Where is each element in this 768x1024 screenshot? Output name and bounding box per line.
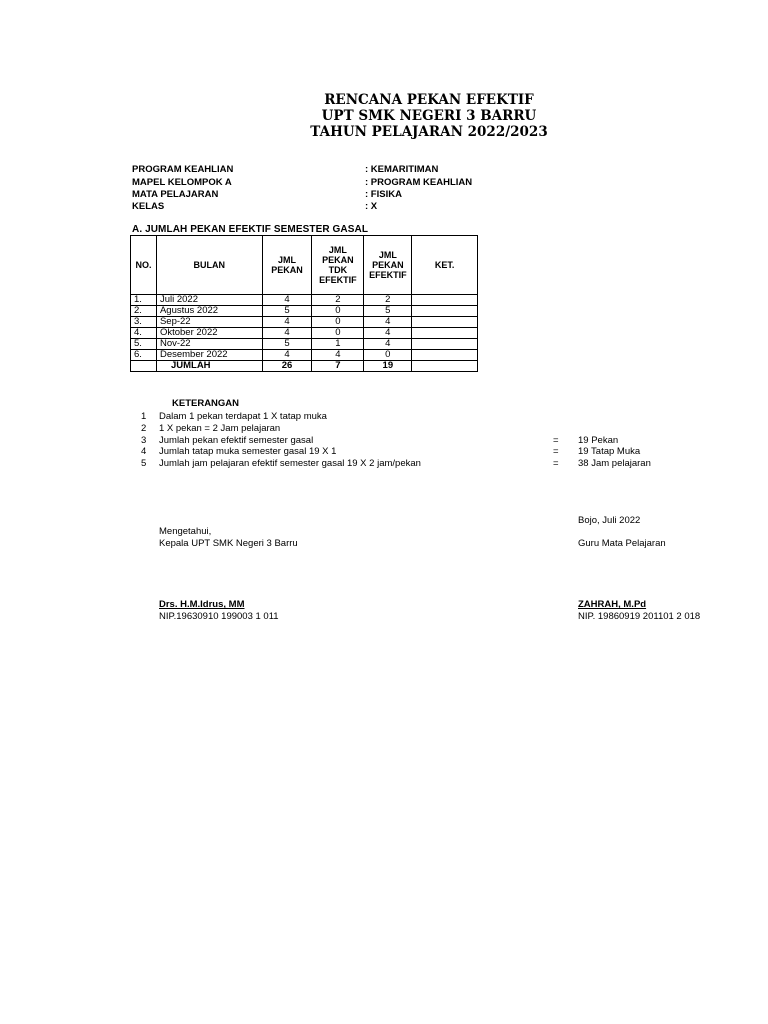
principal-name: Drs. H.M.Idrus, MM [159,599,245,610]
table-row [131,295,478,306]
identity-value: : PROGRAM KEAHLIAN [365,177,473,188]
row-bulan: Agustus 2022 [156,306,262,317]
teacher-nip: NIP. 19860919 201101 2 018 [578,611,701,622]
row-ket [412,339,478,350]
table-row [131,317,478,328]
row-no: 6. [131,350,157,361]
column-header-text: JML PEKAN [271,255,303,275]
identity-value: : X [365,201,378,212]
row-ket [412,317,478,328]
row-ket [412,295,478,306]
total-tdk: 7 [312,361,364,372]
row-tdk: 1 [312,339,364,350]
row-no: 1. [131,295,157,306]
school-name: UPT SMK NEGERI 3 BARRU [321,108,537,124]
keterangan-equals: = [553,458,559,469]
section-title: A. JUMLAH PEKAN EFEKTIF SEMESTER GASAL [132,224,369,235]
keterangan-value: 19 Pekan [578,435,619,446]
total-label: JUMLAH [156,361,262,372]
row-ket [412,350,478,361]
table-header-row [131,236,478,295]
row-tdk: 0 [312,306,364,317]
identity-label: KELAS [132,201,165,212]
row-ket [412,306,478,317]
row-efektif: 4 [364,339,412,350]
column-header: NO. [131,236,157,295]
row-no: 4. [131,328,157,339]
table-row [131,339,478,350]
row-efektif: 0 [364,350,412,361]
table-row [131,306,478,317]
academic-year: TAHUN PELAJARAN 2022/2023 [310,124,548,140]
row-no: 2. [131,306,157,317]
keterangan-text: Dalam 1 pekan terdapat 1 X tatap muka [159,411,327,422]
keterangan-no: 3 [141,435,147,446]
keterangan-text: Jumlah jam pelajaran efektif semester gasal 19 X 2 jam/pekan [159,458,421,469]
row-pekan: 4 [262,328,312,339]
row-no: 5. [131,339,157,350]
column-header: BULAN [156,236,262,295]
row-pekan: 5 [262,306,312,317]
teacher-title: Guru Mata Pelajaran [578,538,666,549]
column-header [262,236,312,295]
acknowledged-label: Mengetahui, [159,526,212,537]
column-header-text: JML PEKAN EFEKTIF [369,250,407,280]
row-efektif: 2 [364,295,412,306]
keterangan-text: Jumlah tatap muka semester gasal 19 X 1 [159,446,337,457]
row-bulan: Sep-22 [156,317,262,328]
row-no: 3. [131,317,157,328]
keterangan-value: 38 Jam pelajaran [578,458,651,469]
teacher-name: ZAHRAH, M.Pd [578,599,647,610]
row-bulan: Desember 2022 [156,350,262,361]
row-pekan: 4 [262,295,312,306]
row-tdk: 4 [312,350,364,361]
identity-value: : FISIKA [365,189,402,200]
total-efektif: 19 [364,361,412,372]
place-date: Bojo, Juli 2022 [578,515,641,526]
identity-label: MATA PELAJARAN [132,189,219,200]
row-pekan: 4 [262,317,312,328]
row-bulan: Oktober 2022 [156,328,262,339]
document-title: RENCANA PEKAN EFEKTIF [324,92,534,108]
row-efektif: 4 [364,328,412,339]
principal-nip: NIP.19630910 199003 1 011 [159,611,279,622]
column-header: KET. [412,236,478,295]
row-bulan: Juli 2022 [156,295,262,306]
keterangan-equals: = [553,435,559,446]
pekan-efektif-table [130,235,478,372]
keterangan-equals: = [553,446,559,457]
row-pekan: 4 [262,350,312,361]
keterangan-no: 5 [141,458,147,469]
row-tdk: 2 [312,295,364,306]
column-header-text: JML PEKAN TDK EFEKTIF [319,245,357,285]
keterangan-no: 1 [141,411,147,422]
keterangan-text: Jumlah pekan efektif semester gasal [159,435,314,446]
keterangan-no: 2 [141,423,147,434]
identity-value: : KEMARITIMAN [365,164,439,175]
keterangan-no: 4 [141,446,147,457]
row-ket [412,328,478,339]
row-pekan: 5 [262,339,312,350]
keterangan-value: 19 Tatap Muka [578,446,641,457]
principal-title: Kepala UPT SMK Negeri 3 Barru [159,538,298,549]
column-header [364,236,412,295]
column-header [312,236,364,295]
table-row [131,328,478,339]
row-tdk: 0 [312,317,364,328]
row-efektif: 4 [364,317,412,328]
table-row [131,350,478,361]
total-pekan: 26 [262,361,312,372]
row-efektif: 5 [364,306,412,317]
keterangan-text: 1 X pekan = 2 Jam pelajaran [159,423,281,434]
row-bulan: Nov-22 [156,339,262,350]
keterangan-title: KETERANGAN [172,398,240,409]
table-total-row [131,361,478,372]
row-tdk: 0 [312,328,364,339]
identity-label: MAPEL KELOMPOK A [132,177,232,188]
identity-label: PROGRAM KEAHLIAN [132,164,234,175]
